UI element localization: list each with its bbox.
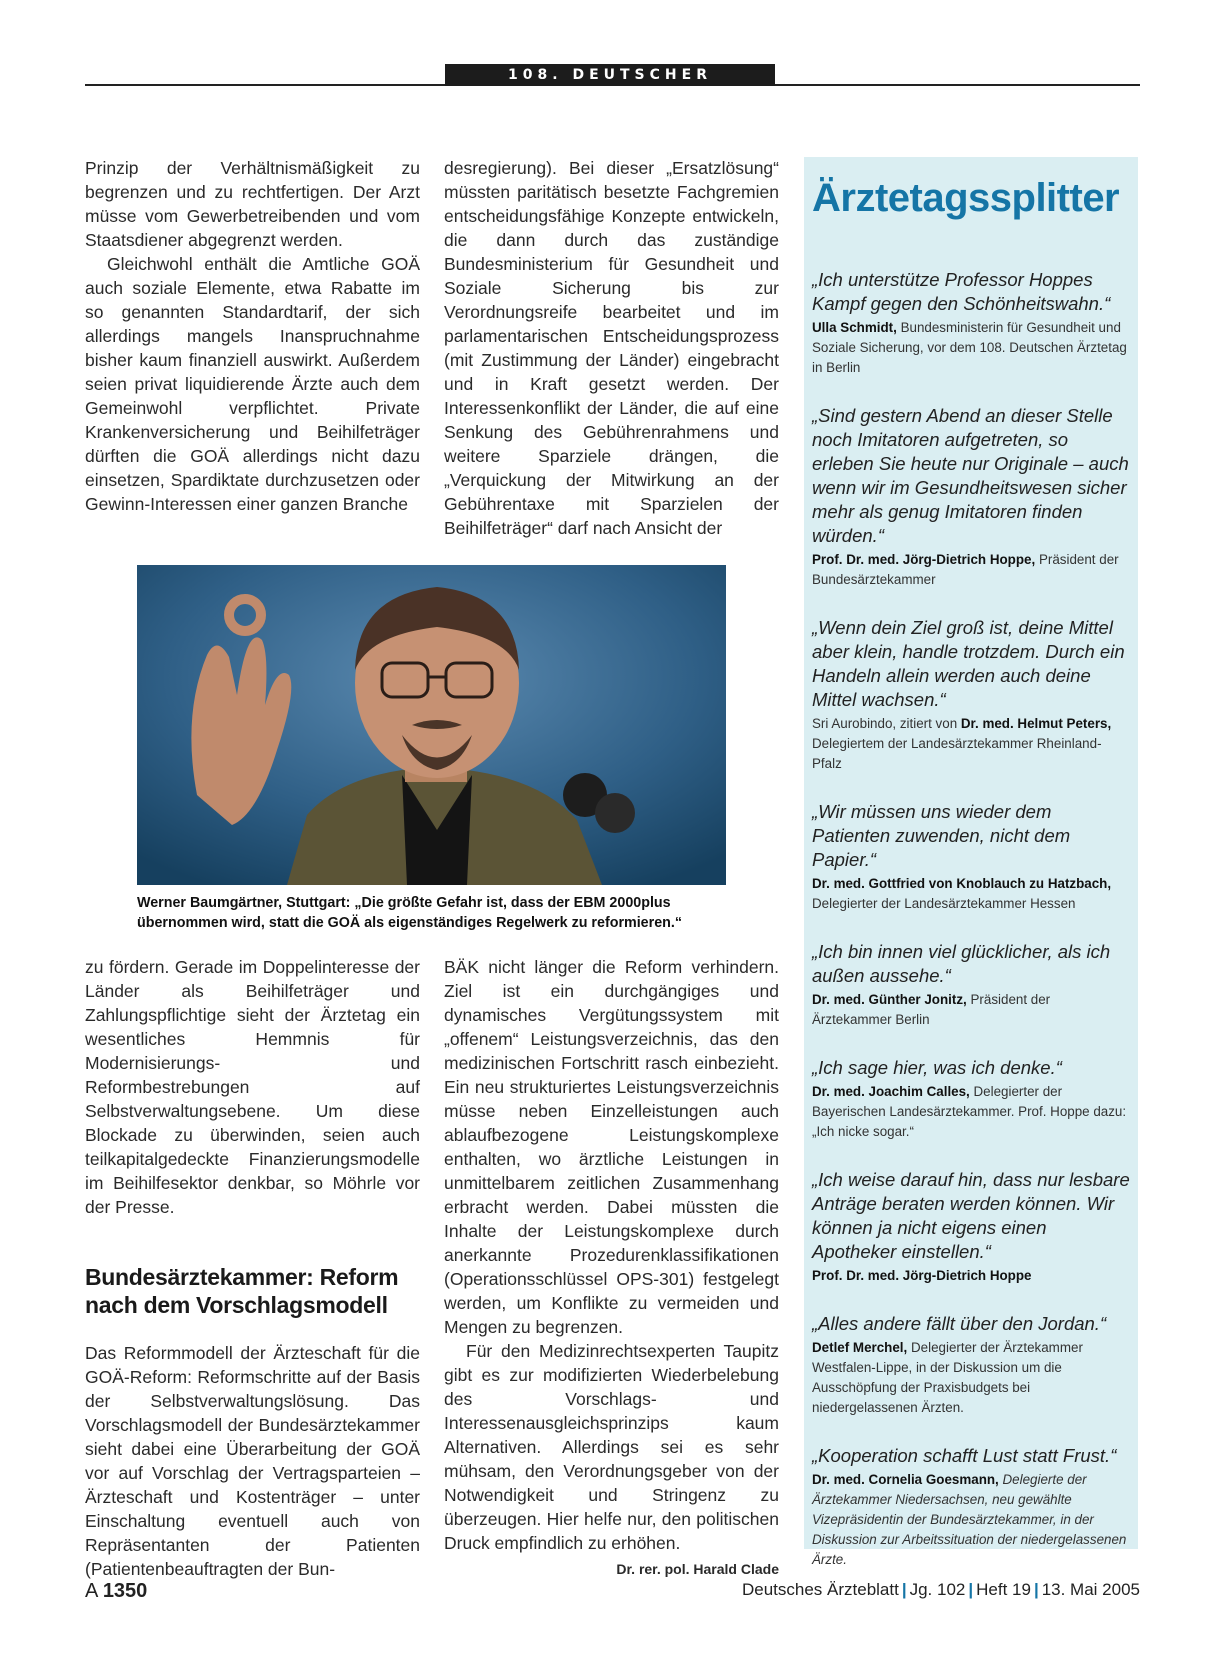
journal-volume: Jg. 102	[909, 1580, 966, 1599]
journal-info	[742, 1580, 1140, 1600]
quote-author: Dr. med. Cornelia Goesmann,	[812, 1472, 999, 1487]
quote-item	[812, 940, 1130, 1030]
quote-role: Präsident der Ärztekammer Berlin	[812, 992, 1051, 1027]
quote-author: Dr. med. Gottfried von Knoblauch zu Hatzbach,	[812, 876, 1112, 891]
quote-item	[812, 1056, 1130, 1142]
page-number	[85, 1580, 147, 1603]
quote-author: Detlef Merchel,	[812, 1340, 908, 1355]
separator: |	[1033, 1580, 1039, 1599]
quote-text: „Kooperation schafft Lust statt Frust.“	[812, 1445, 1117, 1466]
journal-issue: Heft 19	[976, 1580, 1031, 1599]
portrait-illustration	[137, 565, 726, 885]
portrait-photo	[137, 565, 726, 885]
column-1-bottom	[85, 955, 420, 1581]
quote-attribution	[812, 714, 1130, 774]
quote-author: Dr. med. Günther Jonitz,	[812, 992, 967, 1007]
page-prefix: A	[85, 1580, 98, 1602]
quote-text: „Ich bin innen viel glücklicher, als ich außen aussehe.“	[812, 941, 1111, 986]
quote-role: Delegierter der Bayerischen Landesärztekammer. Prof. Hoppe dazu: „Ich nicke sogar.“	[812, 1084, 1127, 1139]
quote-attribution	[812, 874, 1130, 914]
quote-author: Prof. Dr. med. Jörg-Dietrich Hoppe	[812, 1268, 1032, 1283]
quote-item	[812, 1168, 1130, 1286]
quote-author: Dr. med. Joachim Calles,	[812, 1084, 970, 1099]
quote-attribution	[812, 1266, 1130, 1286]
paragraph: Prinzip der Verhältnismäßigkeit zu begrenzen und zu rechtfertigen. Der Arzt müsse vom Gewerbetreibenden und vom Staatsdiener abgegrenzt werden.	[85, 158, 420, 250]
column-2-bottom	[444, 955, 779, 1581]
quote-list	[812, 268, 1130, 1596]
column-1-top	[85, 156, 420, 516]
quote-item	[812, 616, 1130, 774]
quote-text: „Sind gestern Abend an dieser Stelle noch Imitatoren aufgetreten, so erleben Sie heute nur Originale – auch wenn wir im Gesundheitswesen sicher mehr als genug Imitatoren finden würden.“	[812, 405, 1129, 546]
quote-text: „Wenn dein Ziel groß ist, deine Mittel aber klein, handle trotzdem. Durch ein Handeln allein werden auch deine Mittel wachsen.“	[812, 617, 1125, 710]
quote-role: Delegierte der Ärztekammer Niedersachsen, neu gewählte Vizepräsidentin der Bundesärztekammer, in der Diskussion zur Arbeitssituation der niedergelassenen Ärzte.	[812, 1472, 1127, 1567]
paragraph: Das Reformmodell der Ärzteschaft für die GOÄ-Reform: Reformschritte auf der Basis der Selbstverwaltungslösung. Das Vorschlagsmodell der Bundesärztekammer sieht dabei eine Überarbeitung der GOÄ vor auf Vorschlag der Vertragsparteien – Ärzteschaft und Kostenträger – unter Einschaltung eventuell auch von Repräsentanten der Patienten (Patientenbeauftragten der Bun-	[85, 1343, 420, 1579]
quote-role: Bundesministerin für Gesundheit und Soziale Sicherung, vor dem 108. Deutschen Ärztetag in Berlin	[812, 320, 1127, 375]
author-name: Dr. rer. pol. Harald Clade	[616, 1561, 779, 1577]
quote-item	[812, 268, 1130, 378]
quote-item	[812, 404, 1130, 590]
paragraph: BÄK nicht länger die Reform verhindern. Ziel ist ein durchgängiges und dynamisches Vergütungssystem mit „offenem“ Leistungsverzeichnis, das den medizinischen Fortschritt rasch einbezieht. Ein neu strukturiertes Leistungsverzeichnis müsse neben Einzelleistungen auch ablaufbezogene Leistungskomplexe enthalten, wo ärztliche Leistungen in unmittelbarem zeitlichen Zusammenhang erbracht werden. Dabei müssten die Inhalte der Leistungskomplexe durch anerkannte Prozedurenklassifikationen (Operationsschlüssel OPS-301) festgelegt werden, um Konflikte zu vermeiden und Mengen zu begrenzen.	[444, 957, 779, 1337]
quote-author: Prof. Dr. med. Jörg-Dietrich Hoppe,	[812, 552, 1036, 567]
quote-attribution	[812, 990, 1130, 1030]
paragraph: zu fördern. Gerade im Doppelinteresse der Länder als Beihilfeträger und Zahlungspflichtige sieht der Ärztetag ein wesentliches Hemmnis für Modernisierungs- und Reformbestrebungen auf Selbstverwaltungsebene. Um diese Blockade zu überwinden, seien auch teilkapitalgedeckte Finanzierungsmodelle im Beihilfesektor denkbar, so Möhrle vor der Presse.	[85, 957, 420, 1217]
quote-text: „Ich weise darauf hin, dass nur lesbare Anträge beraten werden können. Wir können ja nicht eigens einen Apotheker einstellen.“	[812, 1169, 1130, 1262]
quote-author: Ulla Schmidt,	[812, 320, 897, 335]
quote-item	[812, 800, 1130, 914]
quote-prefix: Sri Aurobindo, zitiert von	[812, 716, 958, 731]
section-heading: Bundesärztekammer: Reform nach dem Vorschlagsmodell	[85, 1264, 399, 1318]
quote-text: „Ich unterstütze Professor Hoppes Kampf gegen den Schönheitswahn.“	[812, 269, 1111, 314]
quote-author: Dr. med. Helmut Peters,	[960, 716, 1112, 731]
paragraph-text: Für den Medizinrechtsexperten Taupitz gibt es zur modifizierten Wiederbelebung des Vorschlags- und Interessenausgleichsprinzips kaum Alternativen. Allerdings sei es sehr mühsam, den Verordnungsgeber von der Notwendigkeit und Stringenz zu überzeugen. Hier helfe nur, den politischen Druck empfindlich zu erhöhen.	[444, 1341, 779, 1553]
quote-attribution	[812, 550, 1130, 590]
quote-role: Präsident der Bundesärztekammer	[812, 552, 1119, 587]
quote-role: Delegierter der Ärztekammer Westfalen-Lippe, in der Diskussion um die Ausschöpfung der Praxisbudgets bei niedergelassenen Ärzten.	[812, 1340, 1083, 1415]
quote-attribution	[812, 1082, 1130, 1142]
sidebar-title: Ärztetagssplitter	[812, 176, 1120, 220]
separator: |	[968, 1580, 974, 1599]
quote-attribution	[812, 1470, 1130, 1570]
quote-text: „Alles andere fällt über den Jordan.“	[812, 1313, 1107, 1334]
section-tag: 108. DEUTSCHER ÄRZTETAG	[445, 64, 775, 86]
journal-name: Deutsches Ärzteblatt	[741, 1580, 899, 1599]
quote-text: „Ich sage hier, was ich denke.“	[812, 1057, 1062, 1078]
quote-role: Delegierter der Landesärztekammer Hessen	[812, 896, 1076, 911]
quote-item	[812, 1312, 1130, 1418]
journal-date: 13. Mai 2005	[1041, 1580, 1140, 1599]
quote-role: Delegiertem der Landesärztekammer Rheinland-Pfalz	[812, 736, 1102, 771]
separator: |	[901, 1580, 907, 1599]
photo-caption: Werner Baumgärtner, Stuttgart: „Die größte Gefahr ist, dass der EBM 2000plus übernommen wird, statt die GOÄ als eigenständiges Regelwerk zu reformieren.“	[137, 895, 683, 931]
page-number-value: 1350	[102, 1580, 148, 1602]
quote-text: „Wir müssen uns wieder dem Patienten zuwenden, nicht dem Papier.“	[812, 801, 1071, 870]
quote-attribution	[812, 1338, 1130, 1418]
paragraph	[444, 1339, 779, 1577]
quote-item	[812, 1444, 1130, 1570]
column-2-top	[444, 156, 779, 540]
quote-attribution	[812, 318, 1130, 378]
paragraph: desregierung). Bei dieser „Ersatzlösung“ müssten paritätisch besetzte Fachgremien entscheidungsfähige Konzepte entwickeln, die dann durch das zuständige Bundesministerium für Gesundheit und Soziale Sicherung bis zur Verordnungsreife bearbeitet und im parlamentarischen Entscheidungsprozess (mit Zustimmung der Länder) eingebracht und in Kraft gesetzt werden. Der Interessenkonflikt der Länder, die auf eine Senkung des Gebührenrahmens und weitere Sparziele drängen, die „Verquickung der Mitwirkung an der Gebührentaxe mit Sparzielen der Beihilfeträger“ darf nach Ansicht der	[444, 158, 779, 538]
paragraph: Gleichwohl enthält die Amtliche GOÄ auch soziale Elemente, etwa Rabatte im so genannten Standardtarif, der sich allerdings mangels Inanspruchnahme bisher kaum finanziell auswirkt. Außerdem seien privat liquidierende Ärzte auch dem Gemeinwohl verpflichtet. Private Krankenversicherung und Beihilfeträger dürften die GOÄ allerdings nicht dazu einsetzen, Spardiktate durchzusetzen oder Gewinn-Interessen einer ganzen Branche	[85, 254, 420, 514]
